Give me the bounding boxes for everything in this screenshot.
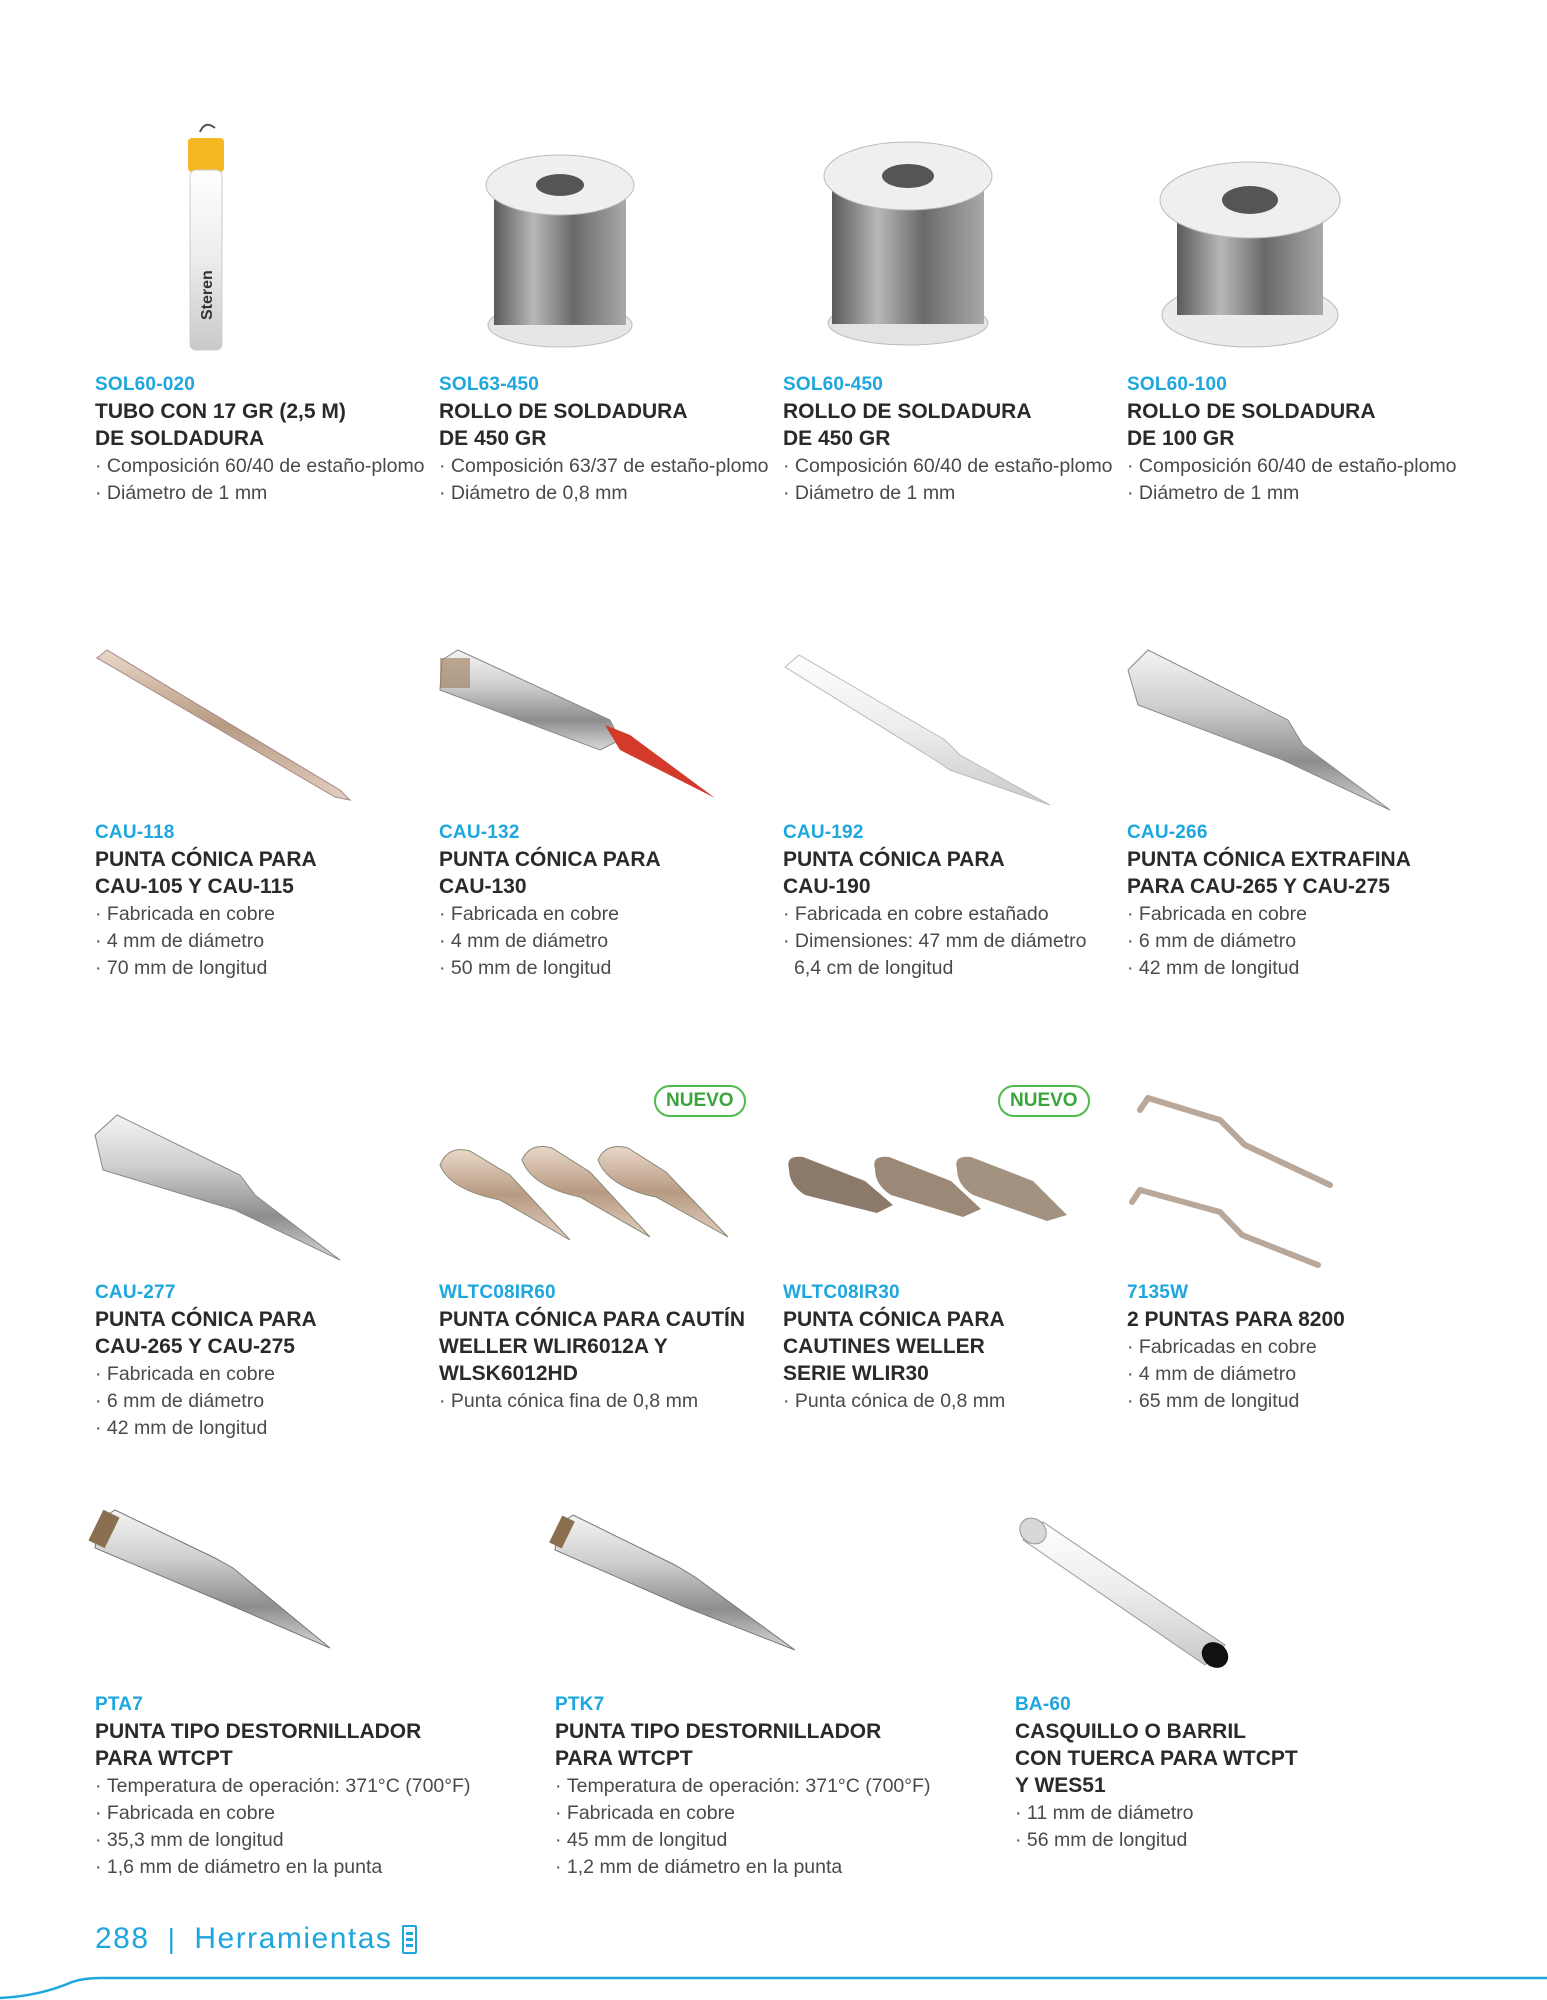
solder-spool-image bbox=[1155, 155, 1345, 355]
product-title: PUNTA CÓNICA EXTRAFINA PARA CAU-265 Y CAU-275 bbox=[1127, 848, 1411, 898]
product-specs: · Fabricada en cobre · 4 mm de diámetro · 70 mm de longitud bbox=[95, 901, 425, 982]
product-title: PUNTA TIPO DESTORNILLADOR PARA WTCPT bbox=[555, 1720, 882, 1770]
product-title: PUNTA CÓNICA PARA CAU-130 bbox=[439, 848, 661, 898]
product-code: WLTC08IR30 bbox=[783, 1282, 900, 1303]
conical-tip-image bbox=[785, 655, 1055, 815]
product-code: SOL60-450 bbox=[783, 374, 884, 395]
screwdriver-tip-image bbox=[555, 1515, 800, 1660]
solder-tube-image bbox=[180, 120, 250, 360]
product-code: CAU-277 bbox=[95, 1282, 176, 1303]
product-code: WLTC08IR60 bbox=[439, 1282, 556, 1303]
conical-tip-image bbox=[95, 650, 365, 810]
solder-spool-image bbox=[480, 150, 640, 350]
page-number: 288 bbox=[95, 1922, 150, 1955]
product-title: PUNTA CÓNICA PARA CAU-105 Y CAU-115 bbox=[95, 848, 317, 898]
product-title: PUNTA CÓNICA PARA CAU-190 bbox=[783, 848, 1005, 898]
product-specs: · Fabricada en cobre · 4 mm de diámetro · 50 mm de longitud bbox=[439, 901, 769, 982]
conical-tips-set-image bbox=[440, 1145, 740, 1245]
product-specs: · Temperatura de operación: 371°C (700°F) · Fabricada en cobre · 35,3 mm de longitud · 1,6 mm de diámetro en la punta bbox=[95, 1773, 515, 1881]
product-title: PUNTA TIPO DESTORNILLADOR PARA WTCPT bbox=[95, 1720, 422, 1770]
product-specs: · Fabricada en cobre · 6 mm de diámetro · 42 mm de longitud bbox=[1127, 901, 1457, 982]
product-specs: · Composición 60/40 de estaño-plomo · Diámetro de 1 mm bbox=[783, 453, 1113, 507]
product-specs: · Composición 60/40 de estaño-plomo · Diámetro de 1 mm bbox=[1127, 453, 1457, 507]
footer-separator: | bbox=[167, 1923, 177, 1954]
nuevo-badge: NUEVO bbox=[998, 1085, 1090, 1117]
product-title: PUNTA CÓNICA PARA CAU-265 Y CAU-275 bbox=[95, 1308, 317, 1358]
screwdriver-tip-image bbox=[95, 1510, 335, 1660]
product-specs: · Punta cónica fina de 0,8 mm bbox=[439, 1388, 779, 1415]
product-specs: · Composición 60/40 de estaño-plomo · Diámetro de 1 mm bbox=[95, 453, 425, 507]
product-title: 2 PUNTAS PARA 8200 bbox=[1127, 1308, 1345, 1331]
product-title: PUNTA CÓNICA PARA CAUTINES WELLER SERIE WLIR30 bbox=[783, 1308, 1005, 1385]
product-title: ROLLO DE SOLDADURA DE 450 GR bbox=[439, 400, 688, 450]
product-code: PTA7 bbox=[95, 1694, 143, 1715]
conical-tips-set-image bbox=[785, 1155, 1075, 1235]
conical-tip-image bbox=[1128, 650, 1398, 820]
product-title: CASQUILLO O BARRIL CON TUERCA PARA WTCPT Y WES51 bbox=[1015, 1720, 1298, 1797]
conical-tip-image bbox=[440, 650, 720, 810]
conical-tip-image bbox=[95, 1115, 365, 1275]
product-title: TUBO CON 17 GR (2,5 M) DE SOLDADURA bbox=[95, 400, 346, 450]
product-code: CAU-118 bbox=[95, 822, 175, 843]
svg-text:Steren: Steren bbox=[199, 270, 216, 320]
product-specs: · 11 mm de diámetro · 56 mm de longitud bbox=[1015, 1800, 1345, 1854]
product-specs: · Composición 63/37 de estaño-plomo · Diámetro de 0,8 mm bbox=[439, 453, 769, 507]
product-title: ROLLO DE SOLDADURA DE 450 GR bbox=[783, 400, 1032, 450]
product-code: SOL63-450 bbox=[439, 374, 540, 395]
product-code: SOL60-100 bbox=[1127, 374, 1228, 395]
product-code: CAU-132 bbox=[439, 822, 520, 843]
product-code: 7135W bbox=[1127, 1282, 1189, 1303]
product-code: PTK7 bbox=[555, 1694, 605, 1715]
nuevo-badge: NUEVO bbox=[654, 1085, 746, 1117]
solder-spool-image bbox=[818, 138, 998, 348]
product-specs: · Temperatura de operación: 371°C (700°F) · Fabricada en cobre · 45 mm de longitud · 1,2 mm de diámetro en la punta bbox=[555, 1773, 975, 1881]
product-specs: · Fabricada en cobre estañado · Dimensiones: 47 mm de diámetro 6,4 cm de longitud bbox=[783, 901, 1113, 982]
product-code: CAU-192 bbox=[783, 822, 864, 843]
product-code: SOL60-020 bbox=[95, 374, 196, 395]
bent-tips-image bbox=[1130, 1090, 1350, 1270]
section-title: Herramientas bbox=[194, 1922, 393, 1955]
footer-rule bbox=[0, 1950, 1547, 2000]
product-title: ROLLO DE SOLDADURA DE 100 GR bbox=[1127, 400, 1376, 450]
barrel-nut-image bbox=[1015, 1520, 1235, 1680]
product-specs: · Fabricada en cobre · 6 mm de diámetro · 42 mm de longitud bbox=[95, 1361, 425, 1442]
product-code: CAU-266 bbox=[1127, 822, 1208, 843]
product-title: PUNTA CÓNICA PARA CAUTÍN WELLER WLIR6012A Y WLSK6012HD bbox=[439, 1308, 746, 1385]
product-specs: · Punta cónica de 0,8 mm bbox=[783, 1388, 1113, 1415]
product-code: BA-60 bbox=[1015, 1694, 1071, 1715]
product-specs: · Fabricadas en cobre · 4 mm de diámetro · 65 mm de longitud bbox=[1127, 1334, 1457, 1415]
